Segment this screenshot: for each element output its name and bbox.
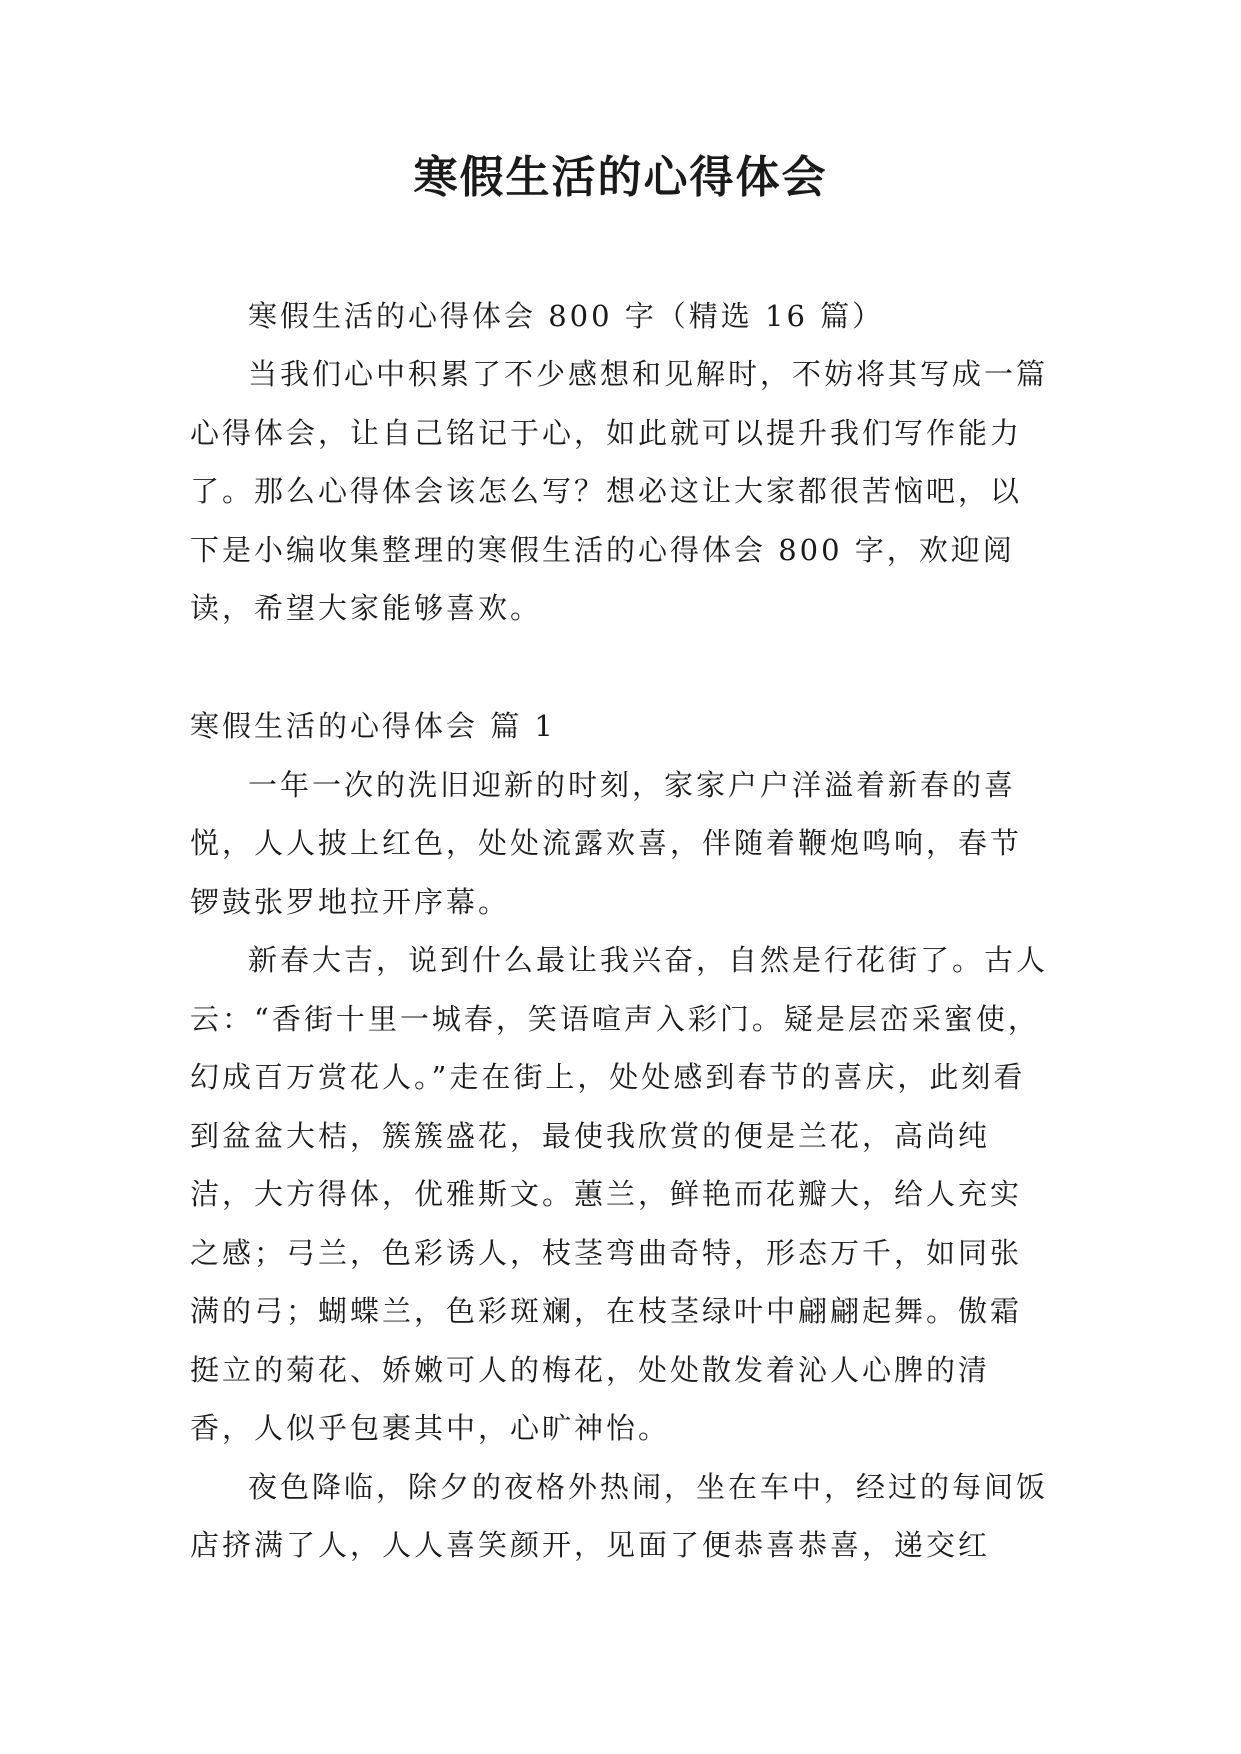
subtitle-text: 寒假生活的心得体会 800 字（精选 16 篇）	[248, 299, 885, 333]
document-subtitle	[190, 287, 1050, 346]
document-title: 寒假生活的心得体会	[413, 152, 828, 203]
section-1	[190, 697, 1050, 1575]
intro-block	[190, 345, 1050, 638]
section-heading: 寒假生活的心得体会 篇 1	[190, 709, 556, 743]
body-paragraph-3: 夜色降临，除夕的夜格外热闹，坐在车中，经过的每间饭店挤满了人，人人喜笑颜开，见面了便恭喜恭喜，递交红	[190, 1469, 1049, 1562]
body-paragraph-1: 一年一次的洗旧迎新的时刻，家家户户洋溢着新春的喜悦，人人披上红色，处处流露欢喜，伴随着鞭炮鸣响，春节锣鼓张罗地拉开序幕。	[190, 767, 1023, 919]
body-paragraph-2: 新春大吉，说到什么最让我兴奋，自然是行花街了。古人云：“香街十里一城春，笑语喧声入彩门。疑是层峦采蜜使，幻成百万赏花人。”走在街上，处处感到春节的喜庆，此刻看到盆盆大桔，簇簇盛花，最使我欣赏的便是兰花，高尚纯洁，大方得体，优雅斯文。蕙兰，鲜艳而花瓣大，给人充实之感；弓兰，色彩诱人，枝茎弯曲奇特，形态万千，如同张满的弓；蝴蝶兰，色彩斑斓，在枝茎绿叶中翩翩起舞。傲霜挺立的菊花、娇嫩可人的梅花，处处散发着沁人心脾的清香，人似乎包裹其中，心旷神怡。	[190, 943, 1049, 1445]
intro-paragraph: 当我们心中积累了不少感想和见解时，不妨将其写成一篇心得体会，让自己铭记于心，如此就可以提升我们写作能力了。那么心得体会该怎么写？想必这让大家都很苦恼吧，以下是小编收集整理的寒假生活的心得体会 800 字，欢迎阅读，希望大家能够喜欢。	[190, 357, 1049, 625]
